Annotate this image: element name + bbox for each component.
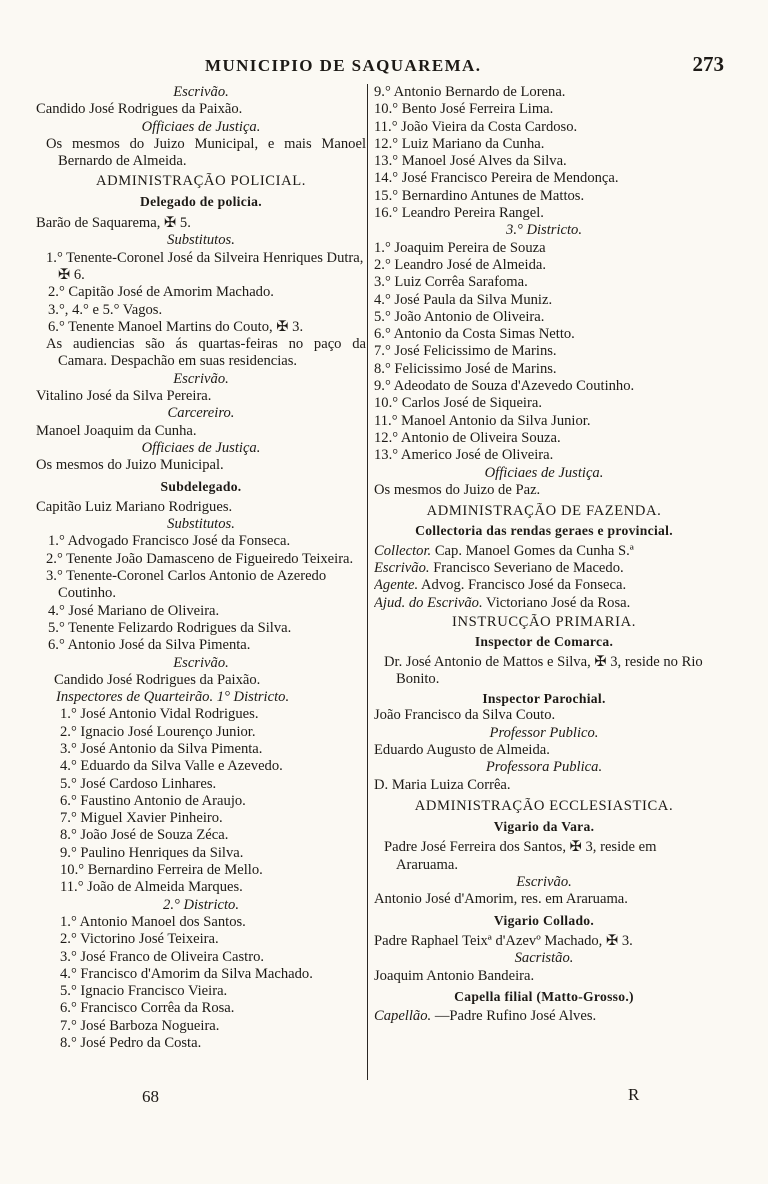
list-item: 3.°, 4.° e 5.° Vagos. <box>48 301 163 318</box>
list-item: 2.° Leandro José de Almeida. <box>374 256 546 273</box>
list-item: 15.° Bernardino Antunes de Mattos. <box>374 187 585 204</box>
list-item: 2.° Tenente João Damasceno de Figueiredo Teixeira. <box>46 550 354 567</box>
entry: Dr. José Antonio de Mattos e Silva, ✠ 3, reside no Rio Bonito. <box>384 653 703 687</box>
role-label: Escrivão. <box>374 560 430 577</box>
role-name: Francisco Severiano de Macedo. <box>433 560 624 577</box>
list-item: 3.° Luiz Corrêa Sarafoma. <box>374 274 528 291</box>
left-column <box>36 84 366 1052</box>
capellao-row <box>374 1008 714 1025</box>
list-item: 12.° Luiz Mariano da Cunha. <box>374 135 545 152</box>
list-item: 3.° José Antonio da Silva Pimenta. <box>60 740 263 757</box>
list-item: 6.° Antonio da Costa Simas Netto. <box>374 326 575 343</box>
list-item: 9.° Adeodato de Souza d'Azevedo Coutinho. <box>374 378 635 395</box>
role-name: Cap. Manoel Gomes da Cunha S.ª <box>434 542 634 559</box>
list-item: 13.° Americo José de Oliveira. <box>374 447 554 464</box>
page-number: 273 <box>692 52 724 76</box>
role-name: Advog. Francisco José da Fonseca. <box>421 577 627 594</box>
section-heading-policial: ADMINISTRAÇÃO POLICIAL. <box>95 173 306 190</box>
list-item: 16.° Leandro Pereira Rangel. <box>374 205 544 222</box>
page-header <box>40 52 730 82</box>
list-item: 8.° Felicissimo José de Marins. <box>374 360 557 377</box>
page-title: MUNICIPIO DE SAQUAREMA. <box>205 56 482 75</box>
collectoria-row <box>374 577 714 594</box>
list-item: 10.° Bento José Ferreira Lima. <box>374 101 554 118</box>
list-item: 2.° Capitão José de Amorim Machado. <box>48 284 274 301</box>
section-heading-ecclesiastica: ADMINISTRAÇÃO ECCLESIASTICA. <box>414 797 674 814</box>
list-item: 10.° Bernardino Ferreira de Mello. <box>60 862 263 879</box>
role-label: Collector. <box>374 542 432 559</box>
list-item: 3.° José Franco de Oliveira Castro. <box>60 948 265 965</box>
list-item: 9.° Antonio Bernardo de Lorena. <box>374 84 566 100</box>
section-heading-collectoria: Collectoria das rendas geraes e provincial. <box>415 523 673 539</box>
list-item: 7.° José Barboza Nogueira. <box>60 1017 220 1034</box>
section-label: Carcereiro. <box>167 405 235 422</box>
list-item: 10.° Carlos José de Siqueira. <box>374 395 542 412</box>
section-label: Officiaes de Justiça. <box>141 118 261 135</box>
entry: Candido José Rodrigues da Paixão. <box>54 671 261 688</box>
entry: Capitão Luiz Mariano Rodrigues. <box>36 498 233 515</box>
collectoria-row <box>374 560 714 577</box>
collectoria-row <box>374 595 714 612</box>
list-item: 1.° Tenente-Coronel José da Silveira Henriques Dutra, ✠ 6. <box>46 249 364 283</box>
list-item: 11.° Manoel Antonio da Silva Junior. <box>374 412 591 429</box>
list-item: 8.° João José de Souza Zéca. <box>60 827 229 844</box>
section-label: Officiaes de Justiça. <box>141 439 261 456</box>
section-label: Escrivão. <box>173 84 229 100</box>
entry: D. Maria Luiza Corrêa. <box>374 776 511 793</box>
section-label: 2.° Districto. <box>163 896 239 913</box>
role-label: Capellão. <box>374 1008 432 1025</box>
list-item: 4.° Eduardo da Silva Valle e Azevedo. <box>60 758 283 775</box>
column-divider <box>367 84 368 1080</box>
section-label: Professora Publica. <box>485 759 603 776</box>
list-item: 5.° José Cardoso Linhares. <box>60 775 217 792</box>
list-item: 4.° José Mariano de Oliveira. <box>48 602 220 619</box>
section-label: Escrivão. <box>173 654 229 671</box>
entry: Os mesmos do Juizo de Paz. <box>374 481 541 498</box>
role-label: Agente. <box>374 577 419 594</box>
list-item: 5.° Tenente Felizardo Rodrigues da Silva. <box>48 619 292 636</box>
list-item: 8.° José Pedro da Costa. <box>60 1035 202 1052</box>
section-label: Escrivão. <box>173 370 229 387</box>
section-heading-instruccao: INSTRUCÇÃO PRIMARIA. <box>452 613 636 630</box>
right-column <box>374 84 714 1025</box>
section-label: Substitutos. <box>167 516 235 533</box>
list-item: 6.° Antonio José da Silva Pimenta. <box>48 637 251 654</box>
collectoria-row <box>374 543 714 560</box>
entry: Joaquim Antonio Bandeira. <box>374 967 535 984</box>
entry: Padre José Ferreira dos Santos, ✠ 3, reside em Araruama. <box>384 839 657 873</box>
entry: Vitalino José da Silva Pereira. <box>36 388 212 405</box>
section-heading-inspector-comarca: Inspector de Comarca. <box>474 634 614 650</box>
section-label: Officiaes de Justiça. <box>484 464 604 481</box>
list-item: 7.° José Felicissimo de Marins. <box>374 343 557 360</box>
list-item: 6.° Francisco Corrêa da Rosa. <box>60 1000 235 1017</box>
list-item: 13.° Manoel José Alves da Silva. <box>374 153 567 170</box>
list-item: 7.° Miguel Xavier Pinheiro. <box>60 810 223 827</box>
entry: Eduardo Augusto de Almeida. <box>374 741 550 758</box>
section-label: Inspectores de Quarteirão. 1° Districto. <box>56 689 290 706</box>
section-label: Professor Publico. <box>489 724 599 741</box>
list-item: 5.° João Antonio de Oliveira. <box>374 308 545 325</box>
list-item: 12.° Antonio de Oliveira Souza. <box>374 429 561 446</box>
section-label: Substitutos. <box>167 232 235 249</box>
role-label: Ajud. do Escrivão. <box>374 594 483 611</box>
section-heading-vigario-vara: Vigario da Vara. <box>493 819 595 835</box>
section-label: Escrivão. <box>516 874 572 891</box>
section-heading-fazenda: ADMINISTRAÇÃO DE FAZENDA. <box>426 503 662 520</box>
list-item: 5.° Ignacio Francisco Vieira. <box>60 983 228 1000</box>
section-heading-capella: Capella filial (Matto-Grosso.) <box>454 988 634 1004</box>
entry: Padre Raphael Teixª d'Azevº Machado, ✠ 3. <box>374 932 633 949</box>
entry: João Francisco da Silva Couto. <box>374 707 556 724</box>
entry: As audiencias são ás quartas-feiras no paço da Camara. Despachão em suas residencias. <box>46 336 366 370</box>
list-item: 6.° Tenente Manoel Martins do Couto, ✠ 3. <box>48 318 304 335</box>
list-item: 4.° José Paula da Silva Muniz. <box>374 291 553 308</box>
list-item: 2.° Victorino José Teixeira. <box>60 931 219 948</box>
list-item: 14.° José Francisco Pereira de Mendonça. <box>374 170 619 187</box>
list-item: 1.° José Antonio Vidal Rodrigues. <box>60 706 259 723</box>
section-label: 3.° Districto. <box>506 222 582 239</box>
section-heading-vigario-collado: Vigario Collado. <box>493 912 595 928</box>
list-item: 1.° Antonio Manoel dos Santos. <box>60 913 246 930</box>
entry: Barão de Saquarema, ✠ 5. <box>36 215 191 232</box>
entry: Antonio José d'Amorim, res. em Araruama. <box>374 891 628 908</box>
list-item: 11.° João de Almeida Marques. <box>60 879 243 896</box>
list-item: 3.° Tenente-Coronel Carlos Antonio de Azeredo Coutinho. <box>46 568 327 602</box>
entry: Candido José Rodrigues da Paixão. <box>36 101 243 118</box>
entry: Os mesmos do Juizo Municipal. <box>36 457 224 474</box>
list-item: 11.° João Vieira da Costa Cardoso. <box>374 118 578 135</box>
section-heading-subdelegado: Subdelegado. <box>160 478 242 494</box>
list-item: 4.° Francisco d'Amorim da Silva Machado. <box>60 965 313 982</box>
section-heading-inspector-parochial: Inspector Parochial. <box>482 691 606 707</box>
entry: Manoel Joaquim da Cunha. <box>36 422 197 439</box>
list-item: 6.° Faustino Antonio de Araujo. <box>60 792 246 809</box>
signature-mark-right: R <box>628 1085 640 1104</box>
section-heading-delegado: Delegado de policia. <box>140 193 262 209</box>
list-item: 1.° Joaquim Pereira de Souza <box>374 239 546 256</box>
section-label: Sacristão. <box>514 950 574 967</box>
role-name: —Padre Rufino José Alves. <box>434 1008 597 1025</box>
signature-mark-left: 68 <box>142 1087 159 1106</box>
entry: Os mesmos do Juizo Municipal, e mais Manoel Bernardo de Almeida. <box>46 135 366 170</box>
list-item: 1.° Advogado Francisco José da Fonseca. <box>48 533 291 550</box>
role-name: Victoriano José da Rosa. <box>486 594 631 611</box>
list-item: 2.° Ignacio José Lourenço Junior. <box>60 723 256 740</box>
list-item: 9.° Paulino Henriques da Silva. <box>60 844 244 861</box>
